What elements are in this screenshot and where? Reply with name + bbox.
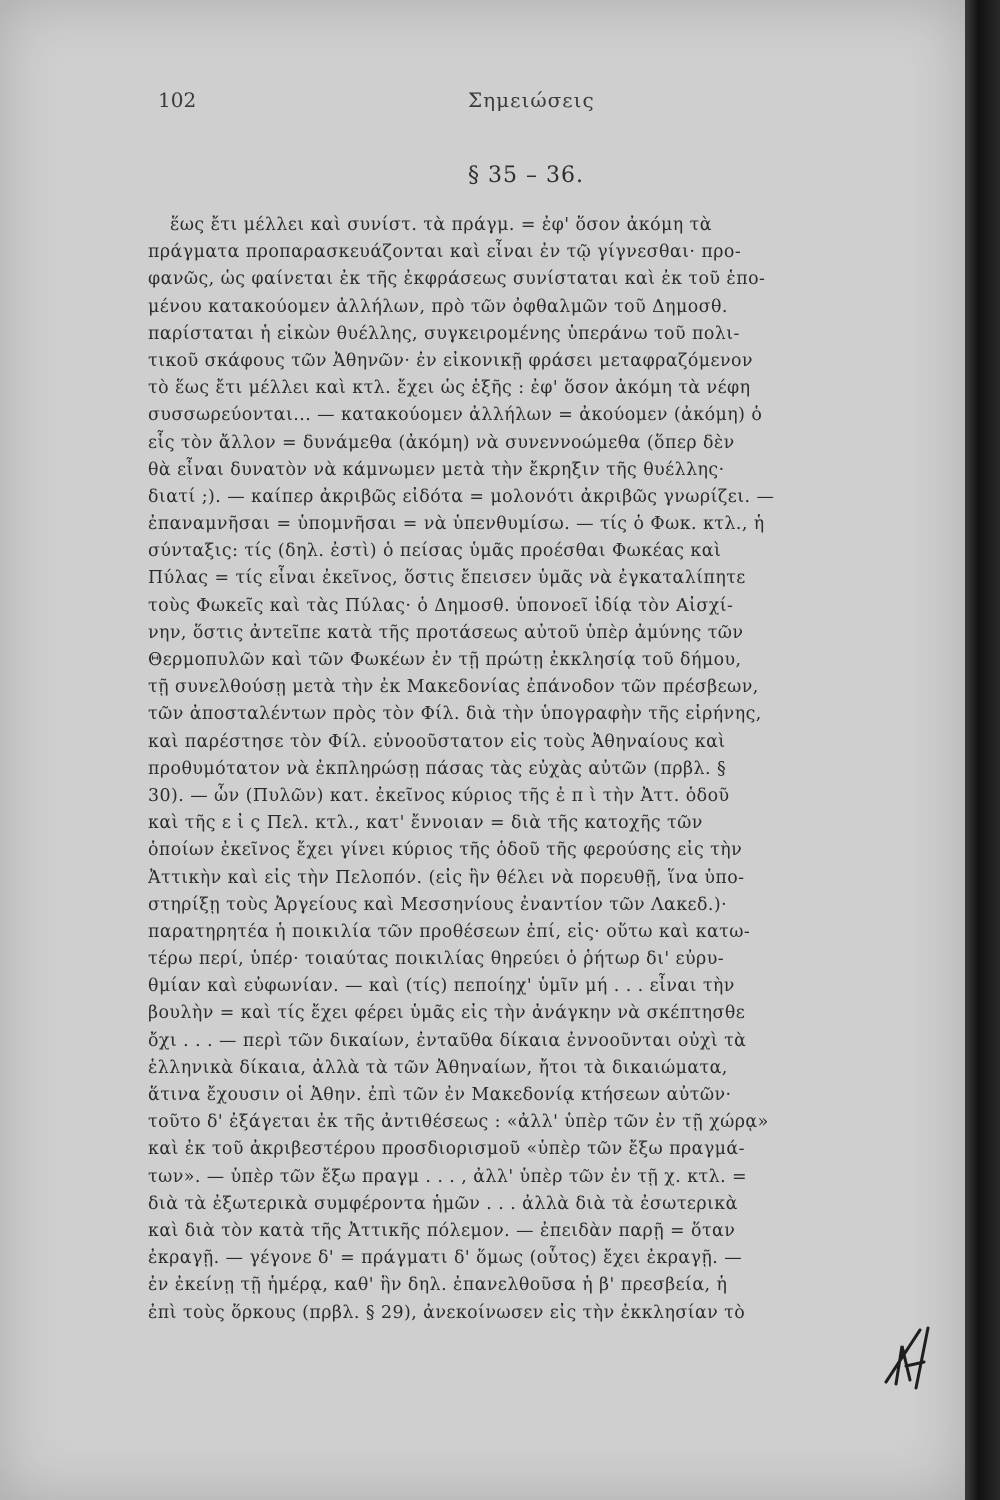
book-binding-edge [965, 0, 1000, 1500]
running-title: Σημειώσεις [468, 88, 595, 112]
text-line: εἷς τὸν ἄλλον = δυνάμεθα (ἀκόμη) νὰ συνεννοώμεθα (ὅπερ δὲν [148, 432, 735, 453]
text-line: στηρίξῃ τοὺς Ἀργείους καὶ Μεσσηνίους ἐναντίον τῶν Λακεδ.)· [148, 894, 728, 915]
text-line: παρίσταται ἡ εἰκὼν θυέλλης, συγκειρομένης ὑπεράνω τοῦ πολι- [148, 323, 740, 344]
text-line: καὶ διὰ τὸν κατὰ τῆς Ἀττικῆς πόλεμον. — ἐπειδὰν παρῇ = ὅταν [148, 1220, 736, 1241]
text-line: συσσωρεύονται... — κατακούομεν ἀλλήλων = ἀκούομεν (ἀκόμη) ὁ [148, 405, 763, 426]
text-line: Πύλας = τίς εἶναι ἐκεῖνος, ὅστις ἔπεισεν ὑμᾶς νὰ ἐγκαταλίπητε [148, 568, 746, 589]
commentary-text [148, 212, 888, 1327]
text-line: ἐπὶ τοὺς ὅρκους (πρβλ. § 29), ἀνεκοίνωσεν εἰς τὴν ἐκκλησίαν τὸ [148, 1302, 746, 1323]
handwritten-mark-icon [880, 1322, 932, 1392]
page-number: 102 [158, 88, 197, 112]
text-line: σύνταξις: τίς (δηλ. ἐστὶ) ὁ πείσας ὑμᾶς προέσθαι Φωκέας καὶ [148, 541, 722, 562]
text-line: καὶ ἐκ τοῦ ἀκριβεστέρου προσδιορισμοῦ «ὑπὲρ τῶν ἔξω πραγμά- [148, 1139, 745, 1160]
text-line: καὶ τῆς ε ἰ ς Πελ. κτλ., κατ' ἔννοιαν = διὰ τῆς κατοχῆς τῶν [148, 813, 703, 834]
text-line: τοῦτο δ' ἐξάγεται ἐκ τῆς ἀντιθέσεως : «ἀλλ' ὑπὲρ τῶν ἐν τῇ χώρᾳ» [148, 1112, 769, 1133]
text-line: διατί ;). — καίπερ ἀκριβῶς εἰδότα = μολονότι ἀκριβῶς γνωρίζει. — [148, 486, 775, 507]
text-line: ὁποίων ἐκεῖνος ἔχει γίνει κύριος τῆς ὁδοῦ τῆς φερούσης εἰς τὴν [148, 840, 743, 861]
text-line: τὸ ἕως ἔτι μέλλει καὶ κτλ. ἔχει ὡς ἑξῆς : ἐφ' ὅσον ἀκόμη τὰ νέφη [148, 378, 751, 399]
text-line: των». — ὑπὲρ τῶν ἔξω πραγμ . . . , ἀλλ' ὑπὲρ τῶν ἐν τῇ χ. κτλ. = [148, 1166, 748, 1187]
section-heading: § 35 – 36. [468, 163, 584, 188]
text-line: Θερμοπυλῶν καὶ τῶν Φωκέων ἐν τῇ πρώτῃ ἐκκλησίᾳ τοῦ δήμου, [148, 650, 742, 670]
text-line: πράγματα προπαρασκευάζονται καὶ εἶναι ἐν τῷ γίγνεσθαι· προ- [148, 242, 742, 263]
text-line: θμίαν καὶ εὐφωνίαν. — καὶ (τίς) πεποίηχ' ὑμῖν μή . . . εἶναι τὴν [148, 976, 735, 997]
text-line: βουλὴν = καὶ τίς ἔχει φέρει ὑμᾶς εἰς τὴν ἀνάγκην νὰ σκέπτησθε [148, 1003, 746, 1024]
text-line: τῶν ἀποσταλέντων πρὸς τὸν Φίλ. διὰ τὴν ὑπογραφὴν τῆς εἰρήνης, [148, 704, 762, 725]
text-line: ἐπαναμνῆσαι = ὑπομνῆσαι = νὰ ὑπενθυμίσω. — τίς ὁ Φωκ. κτλ., ἡ [148, 514, 765, 535]
text-line: ἐν ἐκείνῃ τῇ ἡμέρᾳ, καθ' ἣν δηλ. ἐπανελθοῦσα ἡ β' πρεσβεία, ἡ [148, 1275, 728, 1296]
text-line: προθυμότατον νὰ ἐκπληρώσῃ πάσας τὰς εὐχὰς αὐτῶν (πρβλ. § [148, 758, 727, 779]
text-line: θὰ εἶναι δυνατὸν νὰ κάμνωμεν μετὰ τὴν ἔκρηξιν τῆς θυέλλης· [148, 459, 725, 480]
page-header [158, 88, 858, 122]
text-line: τοὺς Φωκεῖς καὶ τὰς Πύλας· ὁ Δημοσθ. ὑπονοεῖ ἰδίᾳ τὸν Αἰσχί- [148, 595, 734, 616]
text-line: τικοῦ σκάφους τῶν Ἀθηνῶν· ἐν εἰκονικῇ φράσει μεταφραζόμενον [148, 350, 753, 371]
text-line: Ἀττικὴν καὶ εἰς τὴν Πελοπόν. (εἰς ἣν θέλει νὰ πορευθῇ, ἵνα ὑπο- [148, 867, 745, 888]
text-line: τέρω περί, ὑπέρ· τοιαύτας ποικιλίας θηρεύει ὁ ῥήτωρ δι' εὐρυ- [148, 949, 725, 970]
text-line: παρατηρητέα ἡ ποικιλία τῶν προθέσεων ἐπί, εἰς· οὕτω καὶ κατω- [148, 921, 751, 942]
text-line: ἅτινα ἔχουσιν οἱ Ἀθην. ἐπὶ τῶν ἐν Μακεδονίᾳ κτήσεων αὐτῶν· [148, 1085, 732, 1105]
text-line: νην, ὅστις ἀντεῖπε κατὰ τῆς προτάσεως αὐτοῦ ὑπὲρ ἀμύνης τῶν [148, 622, 744, 643]
text-line: ἐκραγῇ. — γέγονε δ' = πράγματι δ' ὅμως (οὗτος) ἔχει ἐκραγῇ. — [148, 1248, 743, 1269]
text-line: διὰ τὰ ἐξωτερικὰ συμφέροντα ἡμῶν . . . ἀλλὰ διὰ τὰ ἐσωτερικὰ [148, 1193, 738, 1214]
text-line: καὶ παρέστησε τὸν Φίλ. εὐνοοῦστατον εἰς τοὺς Ἀθηναίους καὶ [148, 731, 726, 752]
text-line: φανῶς, ὡς φαίνεται ἐκ τῆς ἐκφράσεως συνίσταται καὶ ἐκ τοῦ ἑπο- [148, 269, 766, 290]
text-line: τῇ συνελθούσῃ μετὰ τὴν ἐκ Μακεδονίας ἐπάνοδον τῶν πρέσβεων, [148, 677, 759, 698]
text-line: 30). — ὧν (Πυλῶν) κατ. ἐκεῖνος κύριος τῆς ἐ π ὶ τὴν Ἀττ. ὁδοῦ [148, 785, 730, 806]
text-line: μένου κατακούομεν ἀλλήλων, πρὸ τῶν ὀφθαλμῶν τοῦ Δημοσθ. [148, 296, 728, 317]
text-line: ἕως ἔτι μέλλει καὶ συνίστ. τὰ πράγμ. = ἐφ' ὅσον ἀκόμη τὰ [170, 215, 712, 235]
text-line: ὄχι . . . — περὶ τῶν δικαίων, ἐνταῦθα δίκαια ἐννοοῦνται οὐχὶ τὰ [148, 1030, 747, 1051]
text-line: ἑλληνικὰ δίκαια, ἀλλὰ τὰ τῶν Ἀθηναίων, ἤτοι τὰ δικαιώματα, [148, 1057, 728, 1078]
